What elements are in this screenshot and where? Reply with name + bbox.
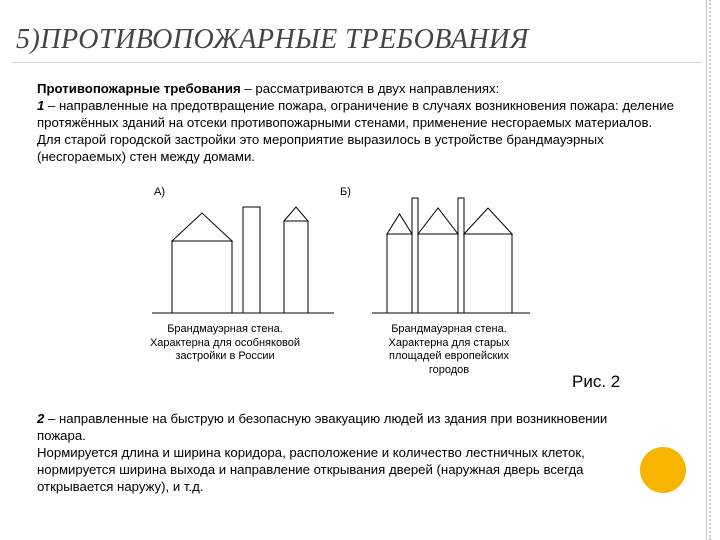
roof-b-right	[464, 208, 512, 234]
house-a-left	[172, 241, 232, 313]
item2-text: – направленные на быструю и безопасную эвакуацию людей из здания при возникновении пожара.	[37, 411, 608, 443]
item1-number: 1	[37, 98, 45, 113]
figure-label-b: Б)	[340, 186, 351, 198]
intro-note: Для старой городской застройки это мероприятие выразилось в устройстве брандмауэрных (несгораемых) стен между домами.	[37, 132, 604, 164]
caption-a-line: Характерна для особняковой	[149, 336, 301, 349]
figure-reference: Рис. 2	[572, 372, 621, 391]
decorative-circle	[640, 447, 686, 493]
caption-b-line: городов	[428, 363, 470, 376]
intro-lead-rest: – рассматриваются в двух направлениях:	[240, 81, 500, 96]
roof-a-right	[284, 207, 308, 221]
caption-a-line: застройки в России	[175, 350, 275, 362]
item2-number: 2	[37, 411, 45, 426]
item1-text: – направленные на предотвращение пожара, ограничение в случаях возникновения пожара: деление протяжённых зданий на отсеки противопожарными стенами, применение несгораемых материалов.	[37, 98, 674, 130]
caption-b-line: площадей европейских	[389, 350, 509, 362]
caption-b-line: Характерна для старых	[388, 336, 510, 349]
roof-b-middle	[418, 208, 458, 234]
item2-paragraph	[37, 410, 657, 495]
house-b-left	[387, 234, 412, 313]
item2-details: Нормируется длина и ширина коридора, расположение и количество лестничных клеток, нормируется ширина выхода и направление открывания дверей (наружная дверь всегда открывается наружу), и т.д.	[37, 445, 585, 494]
roof-a-left	[172, 213, 232, 241]
caption-a-line: Брандмауэрная стена.	[167, 323, 283, 335]
firewall-b-1	[412, 198, 418, 313]
figure-label-a: А)	[154, 186, 165, 198]
roof-b-left	[387, 214, 412, 234]
caption-b-line: Брандмауэрная стена.	[391, 323, 507, 335]
house-a-right	[284, 221, 308, 313]
firewall-b-2	[458, 198, 464, 313]
house-b-right	[464, 234, 512, 313]
caption-b	[364, 323, 534, 377]
house-b-middle	[418, 234, 458, 313]
intro-lead: Противопожарные требования	[37, 81, 241, 96]
page-title: 5)ПРОТИВОПОЖАРНЫЕ ТРЕБОВАНИЯ	[16, 24, 529, 55]
caption-a	[140, 323, 310, 364]
firewall-a	[243, 207, 260, 313]
